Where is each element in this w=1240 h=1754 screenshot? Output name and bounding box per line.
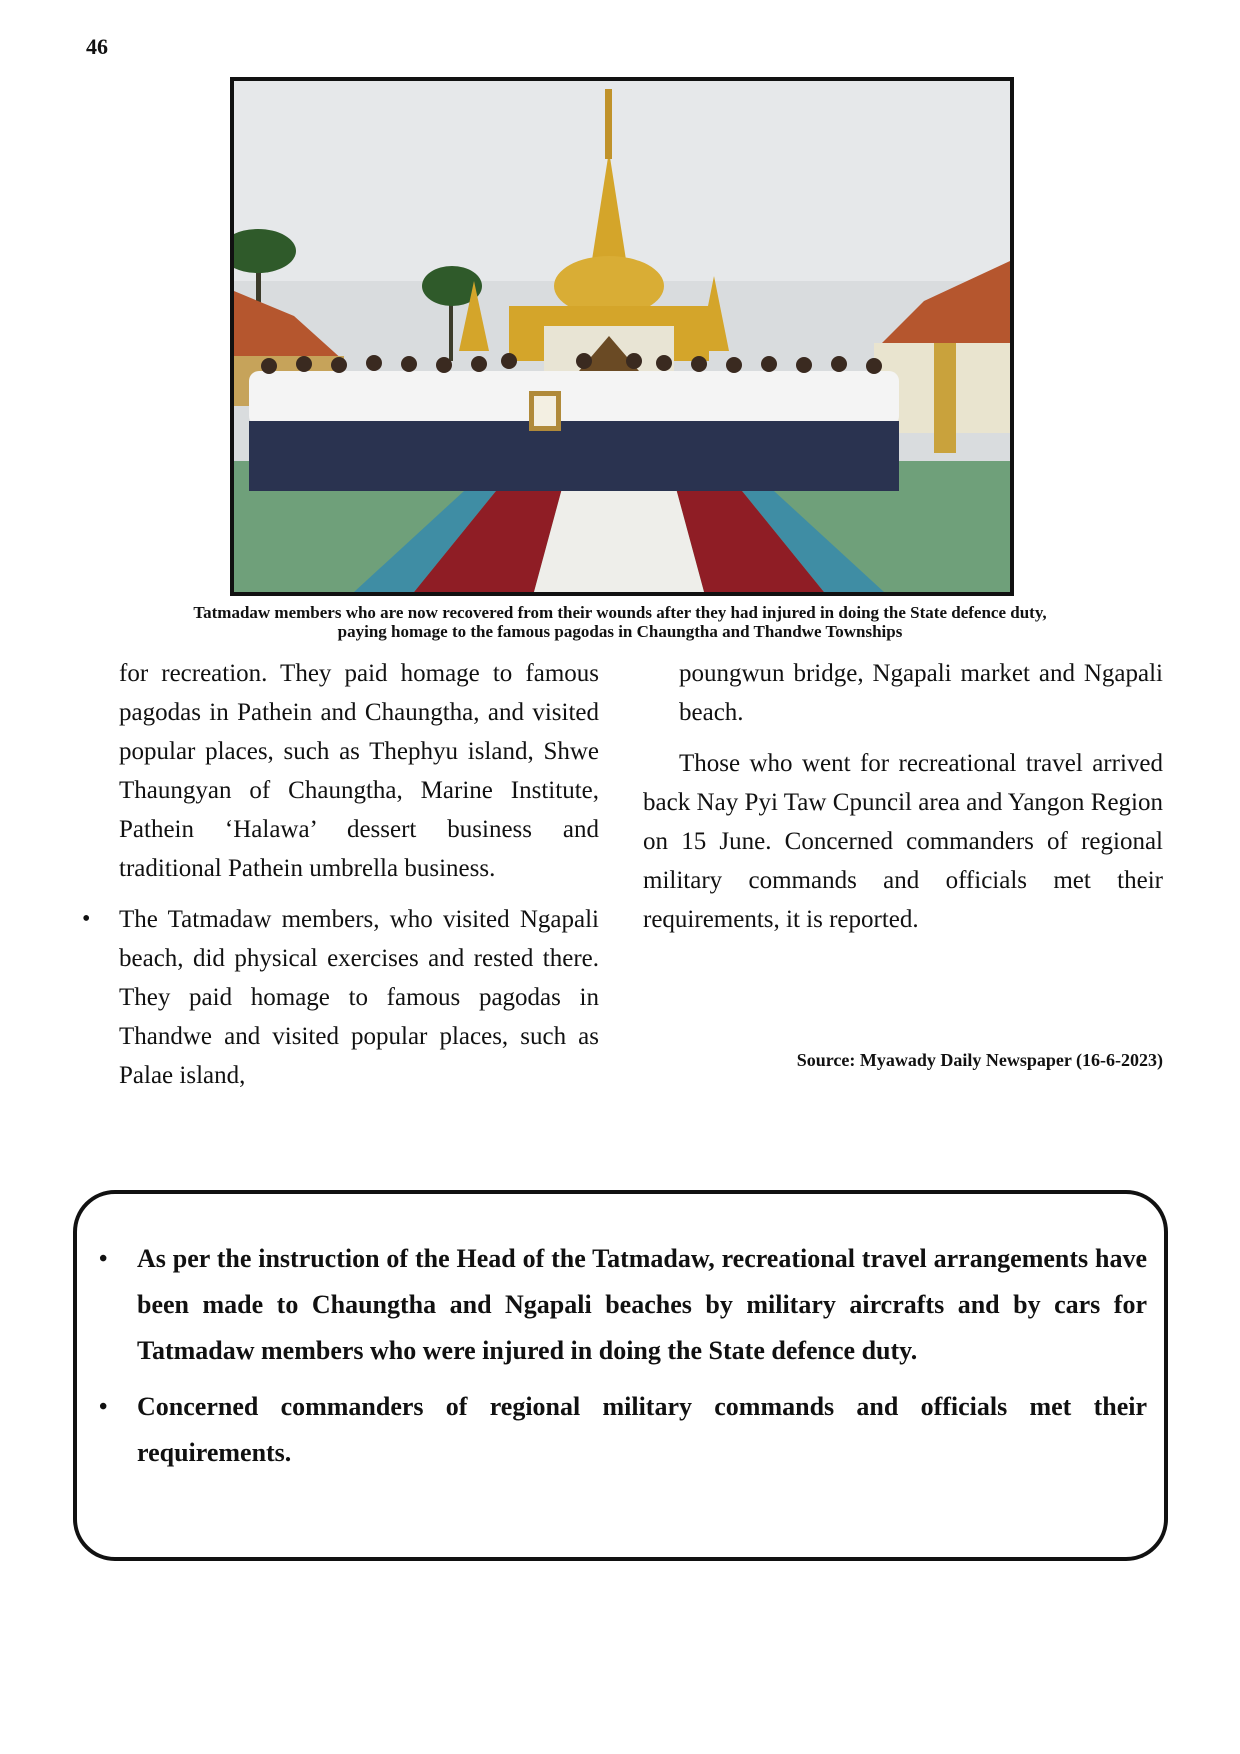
summary-item bbox=[99, 1384, 1147, 1476]
summary-item bbox=[99, 1236, 1147, 1374]
summary-item-text: As per the instruction of the Head of the Tatmadaw, recreational travel arrangements have been made to Chaungtha and Ngapali beaches by military aircrafts and by cars for Tatmadaw members who were injured in doing the State defence duty. bbox=[137, 1244, 1147, 1365]
news-photo bbox=[230, 77, 1014, 596]
summary-box bbox=[73, 1190, 1168, 1561]
left-column bbox=[82, 654, 599, 1107]
pagoda-group-photo-icon bbox=[234, 81, 1010, 592]
page-number: 46 bbox=[86, 34, 108, 59]
bullet-icon: • bbox=[99, 1246, 108, 1272]
bullet-icon: • bbox=[82, 906, 91, 932]
bullet-icon: • bbox=[99, 1394, 108, 1420]
left-paragraph: for recreation. They paid homage to famous pagodas in Pathein and Chaungtha, and visited popular places, such as Thephyu island, Shwe Thaungyan of Chaungtha, Marine Institute, Pathein ‘Halawa’ dessert business and traditional Pathein umbrella business. bbox=[119, 660, 599, 882]
right-paragraph-continued: poungwun bridge, Ngapali market and Ngapali beach. bbox=[679, 660, 1163, 726]
source-credit: Source: Myawady Daily Newspaper (16-6-2023) bbox=[796, 1050, 1163, 1070]
caption-line-2: paying homage to the famous pagodas in Chaungtha and Thandwe Townships bbox=[337, 622, 903, 641]
bullet-paragraph: The Tatmadaw members, who visited Ngapali beach, did physical exercises and rested there. They paid homage to famous pagodas in Thandwe and visited popular places, such as Palae island, bbox=[119, 906, 599, 1089]
photo-caption bbox=[60, 603, 1180, 641]
bullet-item bbox=[82, 900, 599, 1095]
summary-item-text: Concerned commanders of regional military commands and officials met their requirements. bbox=[137, 1392, 1147, 1467]
right-column bbox=[643, 654, 1163, 951]
summary-list bbox=[99, 1236, 1147, 1486]
right-paragraph: Those who went for recreational travel arrived back Nay Pyi Taw Cpuncil area and Yangon Region on 15 June. Concerned commanders of regional military commands and officials met their requirements, it is reported. bbox=[643, 750, 1163, 933]
caption-line-1: Tatmadaw members who are now recovered from their wounds after they had injured in doing the State defence duty, bbox=[193, 603, 1047, 622]
